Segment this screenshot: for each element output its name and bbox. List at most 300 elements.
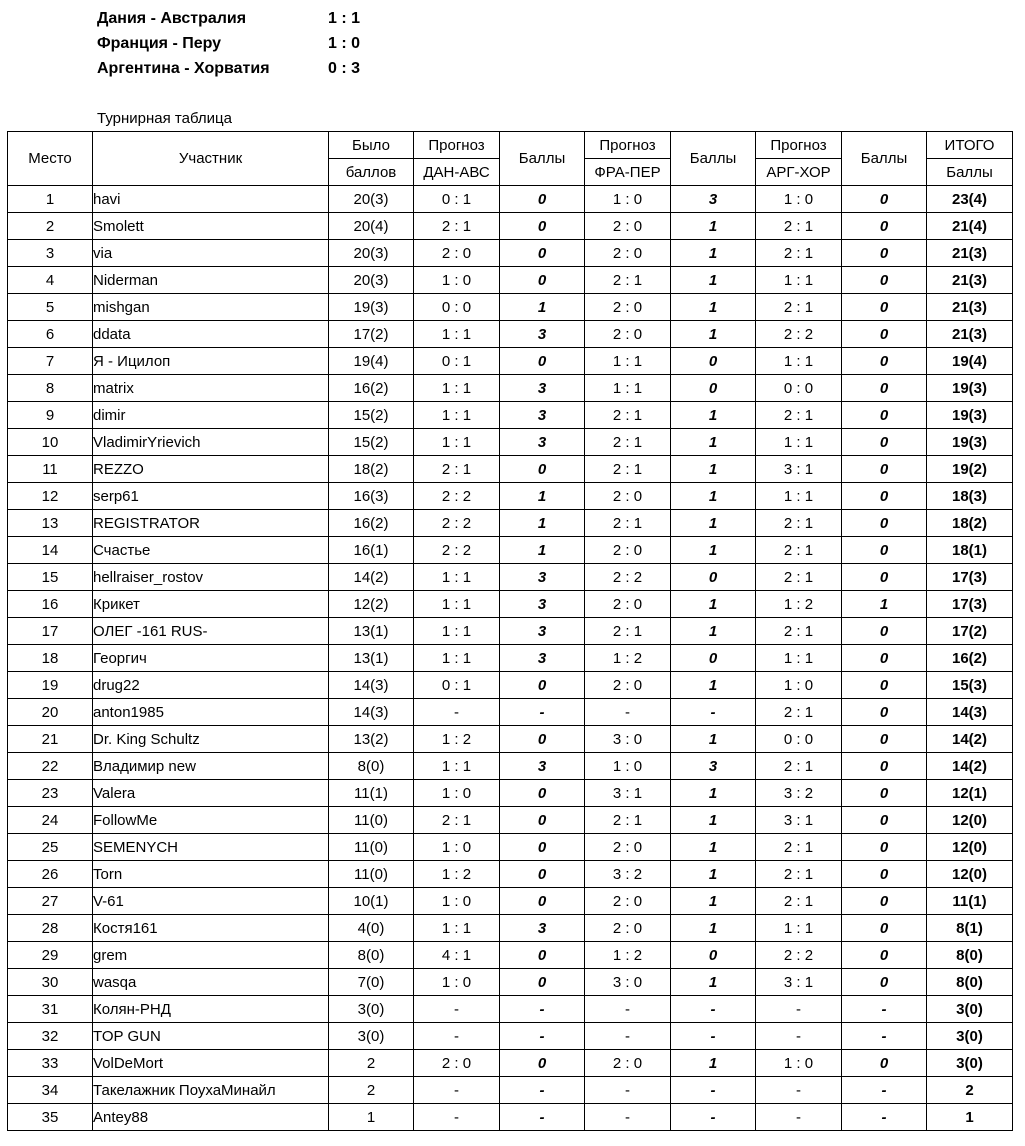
participant-cell: drug22 <box>93 672 329 699</box>
table-row <box>8 213 1013 240</box>
forecast-3-cell: - <box>756 1104 842 1131</box>
total-cell: 19(3) <box>927 375 1013 402</box>
place-cell: 33 <box>8 1050 93 1077</box>
table-row <box>8 321 1013 348</box>
participant-cell: Крикет <box>93 591 329 618</box>
forecast-2-cell: 2 : 1 <box>585 456 671 483</box>
points-2-cell: 1 <box>671 780 756 807</box>
points-3-cell: 0 <box>842 1050 927 1077</box>
participant-cell: Я - Ицилоп <box>93 348 329 375</box>
total-cell: 21(4) <box>927 213 1013 240</box>
points-1-cell: - <box>500 1023 585 1050</box>
table-row <box>8 888 1013 915</box>
had-points-cell: 11(0) <box>329 807 414 834</box>
total-cell: 14(2) <box>927 726 1013 753</box>
points-1-cell: 3 <box>500 321 585 348</box>
points-2-cell: - <box>671 996 756 1023</box>
forecast-1-cell: 1 : 0 <box>414 834 500 861</box>
table-row <box>8 537 1013 564</box>
forecast-2-cell: 1 : 0 <box>585 753 671 780</box>
points-1-cell: 0 <box>500 240 585 267</box>
table-row <box>8 456 1013 483</box>
points-1-cell: - <box>500 996 585 1023</box>
header-total-sub: Баллы <box>927 159 1013 186</box>
points-1-cell: 0 <box>500 1050 585 1077</box>
header-participant: Участник <box>93 132 329 186</box>
had-points-cell: 8(0) <box>329 753 414 780</box>
had-points-cell: 19(4) <box>329 348 414 375</box>
points-2-cell: 0 <box>671 564 756 591</box>
table-caption: Турнирная таблица <box>97 110 232 127</box>
table-row <box>8 564 1013 591</box>
points-1-cell: 0 <box>500 456 585 483</box>
place-cell: 31 <box>8 996 93 1023</box>
place-cell: 3 <box>8 240 93 267</box>
forecast-1-cell: 1 : 0 <box>414 888 500 915</box>
had-points-cell: 7(0) <box>329 969 414 996</box>
had-points-cell: 16(2) <box>329 375 414 402</box>
forecast-2-cell: 2 : 2 <box>585 564 671 591</box>
participant-cell: via <box>93 240 329 267</box>
points-2-cell: 1 <box>671 240 756 267</box>
forecast-2-cell: 3 : 0 <box>585 726 671 753</box>
match-name: Аргентина - Хорватия <box>97 60 270 77</box>
forecast-3-cell: 1 : 2 <box>756 591 842 618</box>
points-1-cell: - <box>500 699 585 726</box>
total-cell: 18(2) <box>927 510 1013 537</box>
header-forecast-1: Прогноз <box>414 132 500 159</box>
total-cell: 3(0) <box>927 1050 1013 1077</box>
forecast-2-cell: 2 : 0 <box>585 888 671 915</box>
points-2-cell: 1 <box>671 294 756 321</box>
points-3-cell: 0 <box>842 780 927 807</box>
had-points-cell: 20(4) <box>329 213 414 240</box>
points-3-cell: 0 <box>842 375 927 402</box>
place-cell: 24 <box>8 807 93 834</box>
forecast-2-cell: 2 : 0 <box>585 321 671 348</box>
forecast-2-cell: 1 : 2 <box>585 645 671 672</box>
total-cell: 1 <box>927 1104 1013 1131</box>
points-3-cell: 0 <box>842 753 927 780</box>
forecast-3-cell: 1 : 1 <box>756 267 842 294</box>
match-score: 1 : 1 <box>328 10 361 27</box>
forecast-2-cell: 2 : 0 <box>585 1050 671 1077</box>
table-row <box>8 402 1013 429</box>
points-1-cell: 3 <box>500 753 585 780</box>
forecast-1-cell: - <box>414 1104 500 1131</box>
place-cell: 32 <box>8 1023 93 1050</box>
forecast-3-cell: 2 : 1 <box>756 699 842 726</box>
had-points-cell: 15(2) <box>329 429 414 456</box>
table-row <box>8 780 1013 807</box>
participant-cell: hellraiser_rostov <box>93 564 329 591</box>
forecast-3-cell: 2 : 1 <box>756 861 842 888</box>
points-2-cell: 1 <box>671 483 756 510</box>
forecast-2-cell: 2 : 0 <box>585 483 671 510</box>
had-points-cell: 12(2) <box>329 591 414 618</box>
points-2-cell: 0 <box>671 942 756 969</box>
forecast-1-cell: 2 : 1 <box>414 456 500 483</box>
header-place: Место <box>8 132 93 186</box>
points-3-cell: 0 <box>842 402 927 429</box>
points-3-cell: 0 <box>842 213 927 240</box>
points-2-cell: 1 <box>671 429 756 456</box>
total-cell: 21(3) <box>927 267 1013 294</box>
table-row <box>8 186 1013 213</box>
total-cell: 15(3) <box>927 672 1013 699</box>
match-row <box>97 56 397 81</box>
total-cell: 21(3) <box>927 240 1013 267</box>
table-row <box>8 807 1013 834</box>
forecast-3-cell: 2 : 1 <box>756 294 842 321</box>
forecast-3-cell: 1 : 1 <box>756 348 842 375</box>
points-2-cell: - <box>671 1077 756 1104</box>
points-3-cell: 0 <box>842 672 927 699</box>
participant-cell: Antey88 <box>93 1104 329 1131</box>
total-cell: 12(0) <box>927 861 1013 888</box>
place-cell: 11 <box>8 456 93 483</box>
place-cell: 28 <box>8 915 93 942</box>
forecast-2-cell: 2 : 1 <box>585 402 671 429</box>
table-row <box>8 753 1013 780</box>
place-cell: 25 <box>8 834 93 861</box>
forecast-3-cell: 2 : 1 <box>756 564 842 591</box>
total-cell: 8(0) <box>927 942 1013 969</box>
table-row <box>8 1077 1013 1104</box>
points-1-cell: 1 <box>500 537 585 564</box>
header-game-1: ДАН-АВС <box>414 159 500 186</box>
forecast-3-cell: 0 : 0 <box>756 375 842 402</box>
forecast-2-cell: 1 : 0 <box>585 186 671 213</box>
forecast-3-cell: 0 : 0 <box>756 726 842 753</box>
forecast-3-cell: 2 : 1 <box>756 834 842 861</box>
total-cell: 17(3) <box>927 564 1013 591</box>
place-cell: 2 <box>8 213 93 240</box>
total-cell: 12(1) <box>927 780 1013 807</box>
forecast-3-cell: 2 : 1 <box>756 753 842 780</box>
forecast-1-cell: 2 : 1 <box>414 213 500 240</box>
forecast-3-cell: 1 : 0 <box>756 672 842 699</box>
participant-cell: ddata <box>93 321 329 348</box>
points-2-cell: 1 <box>671 591 756 618</box>
points-2-cell: 1 <box>671 213 756 240</box>
participant-cell: grem <box>93 942 329 969</box>
had-points-cell: 14(3) <box>329 672 414 699</box>
points-3-cell: 0 <box>842 537 927 564</box>
forecast-1-cell: - <box>414 1023 500 1050</box>
forecast-1-cell: 1 : 2 <box>414 861 500 888</box>
points-2-cell: 1 <box>671 672 756 699</box>
participant-cell: Колян-РНД <box>93 996 329 1023</box>
forecast-1-cell: 0 : 0 <box>414 294 500 321</box>
forecast-2-cell: - <box>585 1104 671 1131</box>
forecast-1-cell: 1 : 1 <box>414 321 500 348</box>
forecast-2-cell: - <box>585 996 671 1023</box>
had-points-cell: 16(3) <box>329 483 414 510</box>
forecast-3-cell: 2 : 1 <box>756 888 842 915</box>
total-cell: 12(0) <box>927 807 1013 834</box>
points-3-cell: 0 <box>842 645 927 672</box>
header-game-2: ФРА-ПЕР <box>585 159 671 186</box>
forecast-1-cell: 2 : 2 <box>414 510 500 537</box>
total-cell: 3(0) <box>927 996 1013 1023</box>
forecast-1-cell: 2 : 2 <box>414 537 500 564</box>
points-1-cell: - <box>500 1104 585 1131</box>
place-cell: 20 <box>8 699 93 726</box>
place-cell: 14 <box>8 537 93 564</box>
total-cell: 8(0) <box>927 969 1013 996</box>
forecast-3-cell: 2 : 1 <box>756 510 842 537</box>
points-3-cell: 0 <box>842 483 927 510</box>
forecast-1-cell: 0 : 1 <box>414 186 500 213</box>
place-cell: 7 <box>8 348 93 375</box>
had-points-cell: 11(0) <box>329 861 414 888</box>
place-cell: 22 <box>8 753 93 780</box>
forecast-2-cell: 2 : 1 <box>585 618 671 645</box>
total-cell: 16(2) <box>927 645 1013 672</box>
forecast-2-cell: 1 : 2 <box>585 942 671 969</box>
forecast-2-cell: 3 : 0 <box>585 969 671 996</box>
points-3-cell: 0 <box>842 834 927 861</box>
total-cell: 21(3) <box>927 321 1013 348</box>
table-row <box>8 861 1013 888</box>
points-2-cell: 0 <box>671 375 756 402</box>
table-row <box>8 1023 1013 1050</box>
points-1-cell: 0 <box>500 834 585 861</box>
forecast-3-cell: 2 : 1 <box>756 402 842 429</box>
forecast-1-cell: 1 : 1 <box>414 375 500 402</box>
points-3-cell: 0 <box>842 942 927 969</box>
total-cell: 19(2) <box>927 456 1013 483</box>
table-row <box>8 510 1013 537</box>
table-row <box>8 240 1013 267</box>
had-points-cell: 11(0) <box>329 834 414 861</box>
table-row <box>8 375 1013 402</box>
forecast-1-cell: 0 : 1 <box>414 348 500 375</box>
had-points-cell: 1 <box>329 1104 414 1131</box>
forecast-1-cell: 2 : 2 <box>414 483 500 510</box>
points-1-cell: 0 <box>500 672 585 699</box>
had-points-cell: 20(3) <box>329 186 414 213</box>
place-cell: 23 <box>8 780 93 807</box>
points-3-cell: 0 <box>842 699 927 726</box>
place-cell: 16 <box>8 591 93 618</box>
forecast-1-cell: 1 : 2 <box>414 726 500 753</box>
total-cell: 8(1) <box>927 915 1013 942</box>
header-had-points-sub: баллов <box>329 159 414 186</box>
match-name: Франция - Перу <box>97 35 222 52</box>
table-row <box>8 969 1013 996</box>
points-1-cell: 0 <box>500 726 585 753</box>
forecast-2-cell: 2 : 1 <box>585 429 671 456</box>
forecast-1-cell: 1 : 1 <box>414 402 500 429</box>
had-points-cell: 15(2) <box>329 402 414 429</box>
participant-cell: mishgan <box>93 294 329 321</box>
forecast-1-cell: 1 : 1 <box>414 645 500 672</box>
points-3-cell: 0 <box>842 726 927 753</box>
points-3-cell: - <box>842 996 927 1023</box>
match-score: 1 : 0 <box>328 35 361 52</box>
forecast-1-cell: 1 : 1 <box>414 591 500 618</box>
forecast-2-cell: - <box>585 699 671 726</box>
had-points-cell: 11(1) <box>329 780 414 807</box>
forecast-2-cell: 2 : 0 <box>585 294 671 321</box>
points-1-cell: 0 <box>500 267 585 294</box>
points-2-cell: 1 <box>671 402 756 429</box>
header-points-3: Баллы <box>842 132 927 186</box>
points-2-cell: 1 <box>671 861 756 888</box>
points-1-cell: 1 <box>500 294 585 321</box>
points-3-cell: - <box>842 1077 927 1104</box>
had-points-cell: 10(1) <box>329 888 414 915</box>
points-3-cell: 0 <box>842 510 927 537</box>
forecast-3-cell: 1 : 1 <box>756 429 842 456</box>
points-3-cell: 0 <box>842 429 927 456</box>
participant-cell: SEMENYCH <box>93 834 329 861</box>
had-points-cell: 20(3) <box>329 267 414 294</box>
header-total: ИТОГО <box>927 132 1013 159</box>
total-cell: 21(3) <box>927 294 1013 321</box>
points-3-cell: 0 <box>842 861 927 888</box>
forecast-1-cell: 2 : 1 <box>414 807 500 834</box>
forecast-2-cell: 2 : 0 <box>585 834 671 861</box>
points-3-cell: 0 <box>842 267 927 294</box>
table-row <box>8 348 1013 375</box>
participant-cell: Костя161 <box>93 915 329 942</box>
total-cell: 19(3) <box>927 429 1013 456</box>
table-row <box>8 483 1013 510</box>
participant-cell: dimir <box>93 402 329 429</box>
total-cell: 18(3) <box>927 483 1013 510</box>
had-points-cell: 14(3) <box>329 699 414 726</box>
points-3-cell: 0 <box>842 564 927 591</box>
points-2-cell: 1 <box>671 888 756 915</box>
total-cell: 14(3) <box>927 699 1013 726</box>
points-1-cell: 0 <box>500 807 585 834</box>
table-row <box>8 699 1013 726</box>
points-3-cell: 0 <box>842 456 927 483</box>
forecast-3-cell: 3 : 1 <box>756 969 842 996</box>
forecast-2-cell: 1 : 1 <box>585 348 671 375</box>
forecast-1-cell: - <box>414 699 500 726</box>
total-cell: 14(2) <box>927 753 1013 780</box>
forecast-3-cell: 3 : 2 <box>756 780 842 807</box>
points-1-cell: 0 <box>500 942 585 969</box>
forecast-2-cell: 2 : 0 <box>585 672 671 699</box>
standings-table <box>7 131 1013 1131</box>
place-cell: 34 <box>8 1077 93 1104</box>
points-1-cell: 0 <box>500 969 585 996</box>
points-2-cell: 0 <box>671 348 756 375</box>
participant-cell: Георгич <box>93 645 329 672</box>
place-cell: 27 <box>8 888 93 915</box>
forecast-3-cell: 2 : 2 <box>756 942 842 969</box>
forecast-2-cell: 2 : 0 <box>585 915 671 942</box>
place-cell: 1 <box>8 186 93 213</box>
place-cell: 19 <box>8 672 93 699</box>
place-cell: 18 <box>8 645 93 672</box>
points-1-cell: 0 <box>500 213 585 240</box>
forecast-2-cell: 2 : 0 <box>585 240 671 267</box>
forecast-3-cell: 2 : 1 <box>756 240 842 267</box>
points-2-cell: 1 <box>671 726 756 753</box>
points-1-cell: 1 <box>500 483 585 510</box>
match-row <box>97 31 397 56</box>
points-2-cell: 1 <box>671 321 756 348</box>
forecast-2-cell: 2 : 1 <box>585 510 671 537</box>
had-points-cell: 19(3) <box>329 294 414 321</box>
forecast-1-cell: - <box>414 996 500 1023</box>
forecast-3-cell: 1 : 1 <box>756 645 842 672</box>
place-cell: 35 <box>8 1104 93 1131</box>
participant-cell: VolDeMort <box>93 1050 329 1077</box>
forecast-3-cell: 3 : 1 <box>756 456 842 483</box>
total-cell: 12(0) <box>927 834 1013 861</box>
table-row <box>8 429 1013 456</box>
header-points-2: Баллы <box>671 132 756 186</box>
points-1-cell: 3 <box>500 402 585 429</box>
participant-cell: ОЛЕГ -161 RUS- <box>93 618 329 645</box>
match-row <box>97 6 397 31</box>
points-3-cell: 0 <box>842 321 927 348</box>
points-1-cell: 3 <box>500 645 585 672</box>
table-row <box>8 726 1013 753</box>
had-points-cell: 18(2) <box>329 456 414 483</box>
points-2-cell: 1 <box>671 456 756 483</box>
forecast-3-cell: 1 : 1 <box>756 915 842 942</box>
forecast-3-cell: - <box>756 1077 842 1104</box>
place-cell: 29 <box>8 942 93 969</box>
points-3-cell: 0 <box>842 915 927 942</box>
points-2-cell: - <box>671 699 756 726</box>
had-points-cell: 13(1) <box>329 645 414 672</box>
forecast-3-cell: - <box>756 1023 842 1050</box>
total-cell: 18(1) <box>927 537 1013 564</box>
had-points-cell: 3(0) <box>329 996 414 1023</box>
points-3-cell: 0 <box>842 186 927 213</box>
points-1-cell: 3 <box>500 618 585 645</box>
had-points-cell: 13(2) <box>329 726 414 753</box>
place-cell: 30 <box>8 969 93 996</box>
points-3-cell: 0 <box>842 294 927 321</box>
table-row <box>8 942 1013 969</box>
points-1-cell: 3 <box>500 915 585 942</box>
place-cell: 15 <box>8 564 93 591</box>
had-points-cell: 4(0) <box>329 915 414 942</box>
place-cell: 21 <box>8 726 93 753</box>
had-points-cell: 20(3) <box>329 240 414 267</box>
table-row <box>8 915 1013 942</box>
points-2-cell: 1 <box>671 807 756 834</box>
forecast-1-cell: 1 : 0 <box>414 267 500 294</box>
forecast-1-cell: 1 : 0 <box>414 780 500 807</box>
forecast-3-cell: 2 : 1 <box>756 213 842 240</box>
points-1-cell: 3 <box>500 564 585 591</box>
forecast-1-cell: 4 : 1 <box>414 942 500 969</box>
place-cell: 8 <box>8 375 93 402</box>
points-2-cell: 1 <box>671 510 756 537</box>
forecast-2-cell: 3 : 2 <box>585 861 671 888</box>
points-1-cell: 0 <box>500 861 585 888</box>
participant-cell: TOP GUN <box>93 1023 329 1050</box>
forecast-3-cell: - <box>756 996 842 1023</box>
table-body <box>8 186 1013 1131</box>
table-row <box>8 1050 1013 1077</box>
participant-cell: Счастье <box>93 537 329 564</box>
participant-cell: FollowMe <box>93 807 329 834</box>
points-3-cell: 0 <box>842 888 927 915</box>
points-3-cell: 0 <box>842 807 927 834</box>
